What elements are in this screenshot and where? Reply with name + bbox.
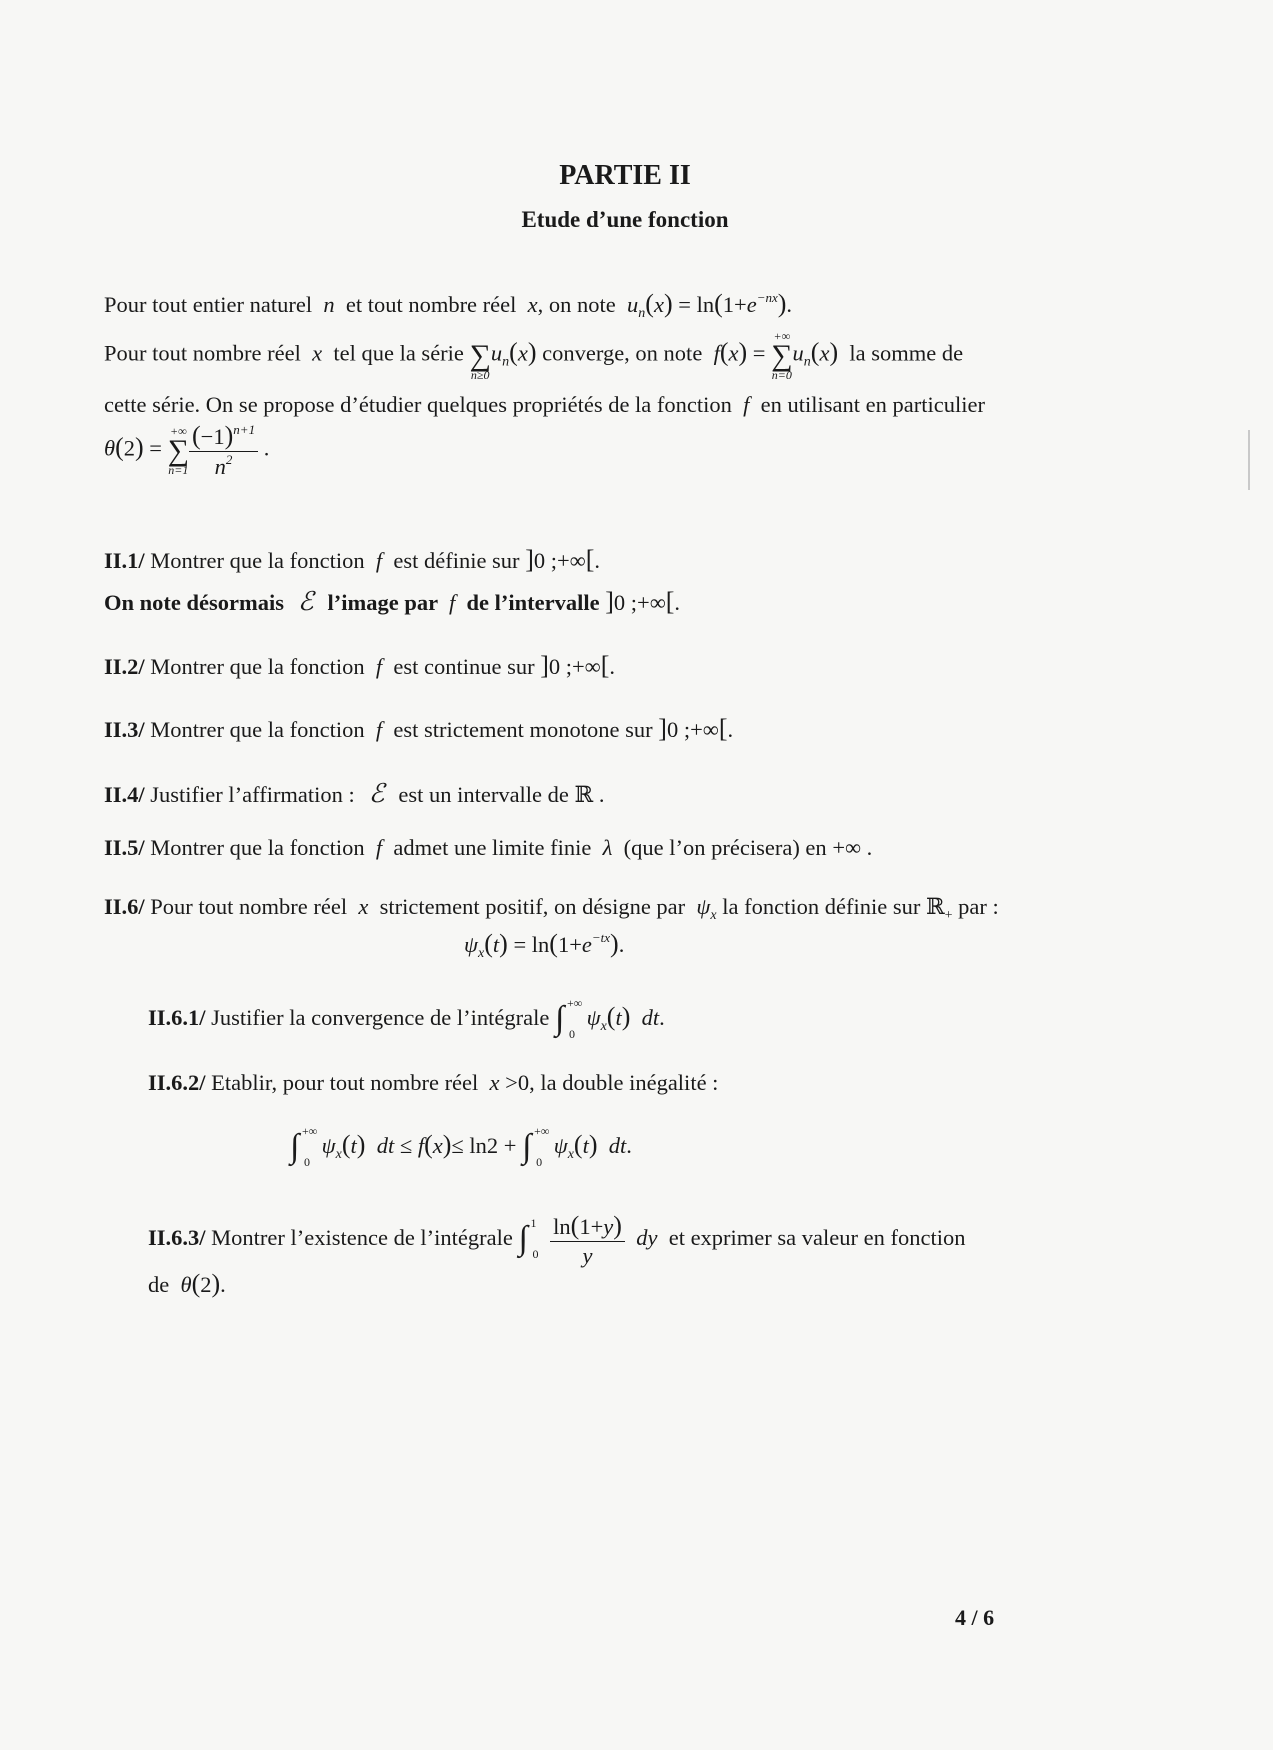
intro-line-3: cette série. On se propose d’étudier quelques propriétés de la fonction f en utilisant en particulier bbox=[104, 392, 985, 417]
question-II-6-3: II.6.3/ Montrer l’existence de l’intégrale ∫ 1 0 $\frac{\ln(1+y)}{y}$ dy et exprimer sa valeur en fonction bbox=[148, 1211, 966, 1269]
question-II-1: II.1/ Montrer que la fonction f est définie sur ]0 ;+∞[. bbox=[104, 545, 601, 574]
question-II-6: II.6/ Pour tout nombre réel x strictement positif, on désigne par $\psi_x$ la fonction définie sur ℝ$_+$ par : bbox=[104, 894, 999, 923]
page-subtitle: Etude d’une fonction bbox=[521, 207, 729, 232]
psi-formula: $\psi_x(t) = \ln(1+e^{-tx})$. bbox=[464, 929, 625, 961]
question-II-5: II.5/ Montrer que la fonction f admet une limite finie λ (que l’on précisera) en +∞ . bbox=[104, 835, 873, 860]
intro-line-2: Pour tout nombre réel x tel que la série ∑ n≥0 $u_n(x)$ converge, on note f(x) = +∞ ∑ n=0 $u_n(x)$ la somme de bbox=[104, 329, 964, 382]
definition-note: On note désormais ℰ l’image par f de l’intervalle ]0 ;+∞[. bbox=[104, 587, 681, 617]
question-II-6-1: II.6.1/ Justifier la convergence de l’intégrale ∫ +∞ 0 $\psi_x(t)$ dt. bbox=[148, 996, 665, 1041]
intro-line-1: Pour tout entier naturel n et tout nombre réel x, on note $u_n(x) = \ln(1+e^{-nx})$. bbox=[104, 289, 793, 321]
question-II-2: II.2/ Montrer que la fonction f est continue sur ]0 ;+∞[. bbox=[104, 651, 616, 680]
question-II-6-3-cont: de θ(2). bbox=[148, 1269, 226, 1298]
question-II-4: II.4/ Justifier l’affirmation : ℰ est un intervalle de ℝ . bbox=[104, 779, 605, 809]
page-number: 4 / 6 bbox=[955, 1605, 995, 1630]
double-inequality: ∫ +∞ 0 $\psi_x(t)$ dt ≤ f(x)≤ ln2 + ∫ +∞ 0 $\psi_x(t)$ dt. bbox=[290, 1124, 632, 1169]
question-II-6-2: II.6.2/ Etablir, pour tout nombre réel x >0, la double inégalité : bbox=[148, 1070, 719, 1095]
question-II-3: II.3/ Montrer que la fonction f est strictement monotone sur ]0 ;+∞[. bbox=[104, 714, 734, 743]
scan-margin-line bbox=[1248, 430, 1250, 490]
page-title: PARTIE II bbox=[559, 160, 691, 191]
theta-formula: θ(2) = +∞ ∑ n=1 $\frac{(-1)^{n+1}}{n^2}$ . bbox=[104, 421, 270, 480]
